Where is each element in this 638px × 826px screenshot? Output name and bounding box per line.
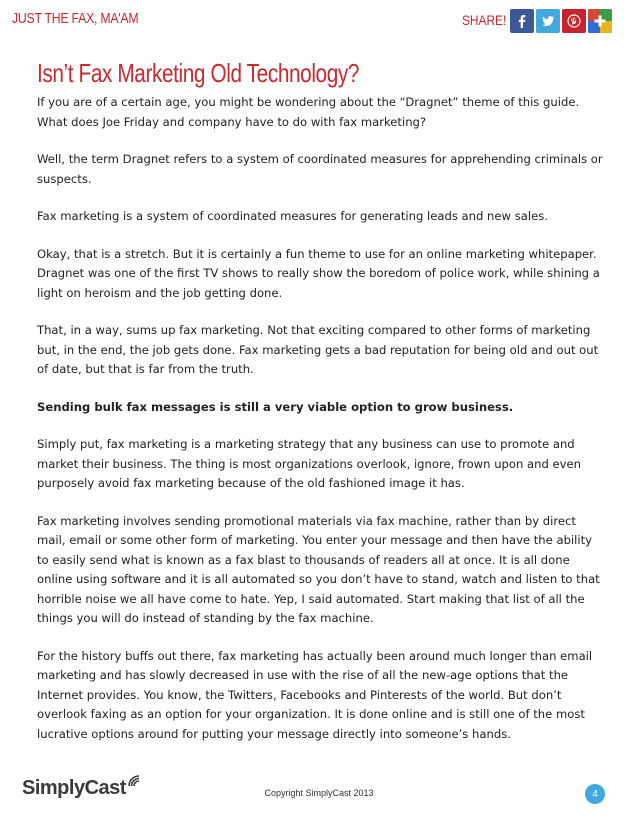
body-text (37, 93, 607, 762)
page-title: Isn’t Fax Marketing Old Technology? (37, 58, 360, 88)
paragraph: Well, the term Dragnet refers to a system of coordinated measures for apprehending criminals or suspects. (37, 152, 603, 186)
paragraph: Fax marketing involves sending promotional materials via fax machine, rather than by direct mail, email or some other form of marketing. You enter your message and then have the ability to easily send what is known as a fax blast to thousands of readers all at once. It is all done online using software and it is all automated so you don’t have to stand, watch and listen to that horrible noise we all have come to hate. Yep, I said automated. Start making that list of all the things you will do instead of standing by the fax machine. (37, 513, 600, 625)
pinterest-icon (567, 14, 581, 28)
share-buttons (510, 9, 612, 33)
plus-icon (593, 14, 607, 28)
share-label: SHARE! (462, 12, 507, 28)
pinterest-button[interactable] (562, 9, 586, 33)
highlight-paragraph: Sending bulk fax messages is still a very viable option to grow business. (37, 399, 514, 414)
twitter-button[interactable] (536, 9, 560, 33)
facebook-button[interactable] (510, 9, 534, 33)
logo-text: SimplyCast (22, 777, 126, 799)
facebook-icon (515, 14, 529, 28)
share-more-button[interactable] (588, 9, 612, 33)
paragraph: Fax marketing is a system of coordinated measures for generating leads and new sales. (37, 209, 548, 223)
paragraph: For the history buffs out there, fax marketing has actually been around much longer than email marketing and has slowly decreased in use with the rise of all the new-age options that the Internet provides. You know, the Twitters, Facebooks and Pinterests of the world. But don’t overlook faxing as an option for your organization. It is done online and is still one of the most lucrative options around for putting your message directly into someone’s hands. (37, 648, 593, 741)
paragraph: Simply put, fax marketing is a marketing strategy that any business can use to promote and market their business. The thing is most organizations overlook, ignore, frown upon and even purposely avoid fax marketing because of the old fashioned image it has. (37, 437, 581, 490)
page-number: 4 (585, 784, 605, 804)
twitter-icon (541, 14, 555, 28)
broadcast-icon (127, 774, 141, 788)
paragraph: If you are of a certain age, you might be wondering about the “Dragnet” theme of this guide. What does Joe Friday and company have to do with fax marketing? (37, 95, 580, 129)
copyright: Copyright SimplyCast 2013 (264, 788, 374, 798)
header-title: JUST THE FAX, MA'AM (12, 10, 139, 27)
paragraph: Okay, that is a stretch. But it is certainly a fun theme to use for an online marketing whitepaper. Dragnet was one of the first TV shows to really show the boredom of police work, while shining a light on heroism and the job getting done. (37, 246, 600, 300)
paragraph: That, in a way, sums up fax marketing. Not that exciting compared to other forms of marketing but, in the end, the job gets done. Fax marketing gets a bad reputation for being old and out out of date, but that is far from the truth. (37, 323, 599, 376)
